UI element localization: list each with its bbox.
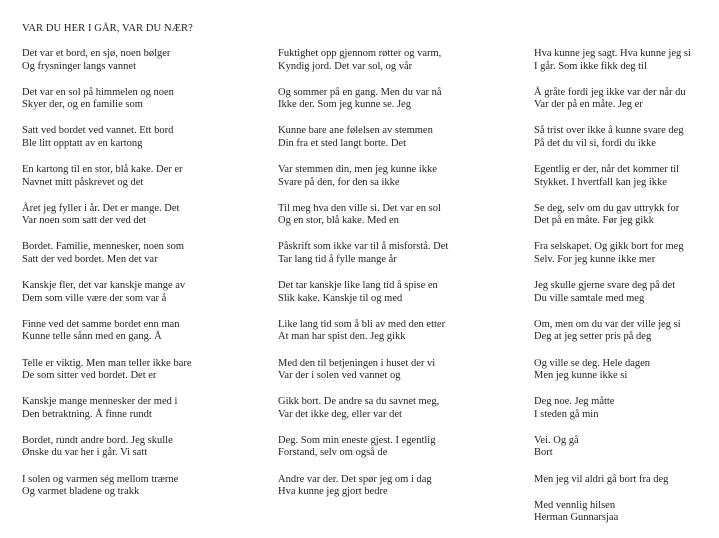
stanza (534, 319, 716, 344)
stanza (278, 164, 508, 189)
poem-line: Bordet, rundt andre bord. Jeg skulle (22, 434, 173, 446)
poem-line: Deg at jeg setter pris på deg (534, 331, 652, 343)
stanza (22, 358, 252, 383)
poem-line: Var det ikke deg, eller var det (278, 408, 402, 420)
poem-line: Var der i solen ved vannet og (278, 370, 401, 382)
poem-line: Det tar kanskje like lang tid å spise en (278, 280, 438, 292)
poem-line: Bordet. Familie, mennesker, noen som (22, 241, 185, 253)
poem-line: Men jeg kunne ikke si (534, 370, 628, 382)
poem-line: Telle er viktig. Men man teller ikke bare (22, 357, 192, 369)
poem-line: Slik kake. Kanskje til og med (278, 292, 403, 304)
poem-line: Påskrift som ikke var til å misforstå. Det (278, 241, 449, 253)
stanza (534, 203, 716, 228)
poem-line: Du ville samtale med meg (534, 292, 645, 304)
poem-line: Stykket. I hvertfall kan jeg ikke (534, 176, 667, 188)
poem-line: Tar lang tid å fylle mange år (278, 254, 397, 266)
poem-column-2 (278, 48, 508, 512)
poem-line: Ble litt opptatt av en kartong (22, 137, 143, 149)
stanza (534, 164, 716, 189)
poem-column-3 (534, 48, 716, 538)
poem-line: Kanskje mange mennesker der med i (22, 396, 178, 408)
stanza (22, 203, 252, 228)
poem-line: Var noen som satt der ved det (22, 215, 147, 227)
poem-line: Og ville se deg. Hele dagen (534, 357, 651, 369)
stanza (22, 125, 252, 150)
poem-line: Like lang tid som å bli av med den etter (278, 318, 446, 330)
poem-line: Svare på den, for den sa ikke (278, 176, 400, 188)
stanza (22, 48, 252, 73)
stanza (22, 164, 252, 189)
poem-line: Bort (534, 447, 553, 459)
poem-line: Og en stor, blå kake. Med en (278, 215, 399, 227)
stanza (22, 241, 252, 266)
poem-line: Satt ved bordet ved vannet. Ett bord (22, 125, 174, 137)
poem-line: Det på en måte. Før jeg gikk (534, 215, 654, 227)
poem-title: VAR DU HER I GÅR, VAR DU NÆR? (22, 23, 193, 34)
poem-line: Var der på en måte. Jeg er (534, 99, 643, 111)
stanza (22, 435, 252, 460)
poem-line: De som sitter ved bordet. Det er (22, 370, 157, 382)
poem-line: Om, men om du var der ville jeg si (534, 318, 681, 330)
poem-line: Selv. For jeg kunne ikke mer (534, 254, 656, 266)
poem-line: Deg noe. Jeg måtte (534, 396, 615, 408)
poem-line: Den betraktning. Å finne rundt (22, 408, 152, 420)
stanza (534, 500, 716, 525)
stanza (278, 474, 508, 499)
poem-line: Kunne bare ane følelsen av stemmen (278, 125, 433, 137)
poem-line: Hva kunne jeg sagt. Hva kunne jeg si (534, 48, 691, 59)
poem-line: Herman Gunnarsjaa (534, 512, 619, 524)
stanza (278, 319, 508, 344)
stanza (278, 125, 508, 150)
stanza (278, 87, 508, 112)
poem-line: Men jeg vil aldri gå bort fra deg (534, 473, 669, 485)
poem-line: Det var en sol på himmelen og noen (22, 86, 174, 98)
stanza (278, 358, 508, 383)
poem-line: Andre var der. Det spør jeg om i dag (278, 473, 432, 485)
poem-line: I solen og varmen ség mellom trærne (22, 473, 179, 485)
poem-line: I går. Som ikke fikk deg til (534, 60, 647, 72)
poem-line: Satt der ved bordet. Men det var (22, 254, 158, 266)
poem-line: Med vennlig hilsen (534, 499, 616, 511)
stanza (534, 396, 716, 421)
stanza (534, 241, 716, 266)
stanza (534, 474, 716, 487)
stanza (534, 87, 716, 112)
poem-line: Se deg, selv om du gav uttrykk for (534, 202, 680, 214)
poem-line: Fuktighet opp gjennom røtter og varm, (278, 48, 442, 59)
stanza (534, 435, 716, 460)
poem-line: Ikke der. Som jeg kunne se. Jeg (278, 99, 411, 111)
poem-line: I steden gå min (534, 408, 599, 420)
poem-line: Til meg hva den ville si. Det var en sol (278, 202, 441, 214)
poem-line: Kunne telle sånn med en gang. Å (22, 331, 162, 343)
poem-line: Ønske du var her i går. Vi satt (22, 447, 148, 459)
poem-line: Forstand, selv om også de (278, 447, 388, 459)
stanza (278, 203, 508, 228)
poem-line: Hva kunne jeg gjort bedre (278, 486, 388, 498)
stanza (22, 87, 252, 112)
stanza (278, 241, 508, 266)
poem-line: At man har spist den. Jeg gikk (278, 331, 406, 343)
stanza (534, 48, 716, 73)
stanza (534, 125, 716, 150)
poem-line: Var stemmen din, men jeg kunne ikke (278, 164, 437, 176)
poem-line: Deg. Som min eneste gjest. I egentlig (278, 434, 436, 446)
poem-line: Vei. Og gå (534, 434, 579, 446)
poem-line: Fra selskapet. Og gikk bort for meg (534, 241, 684, 253)
poem-line: Finne ved det samme bordet enn man (22, 318, 180, 330)
poem-line: Det var et bord, en sjø, noen bølger (22, 48, 171, 59)
poem-line: Kanskje fler, det var kanskje mange av (22, 280, 186, 292)
poem-line: Din fra et sted langt borte. Det (278, 137, 406, 149)
poem-line: Med den til betjeningen i huset der vi (278, 357, 436, 369)
stanza (278, 280, 508, 305)
poem-line: Jeg skulle gjerne svare deg på det (534, 280, 676, 292)
poem-line: Og sommer på en gang. Men du var nå (278, 86, 442, 98)
stanza (22, 474, 252, 499)
stanza (22, 319, 252, 344)
stanza (22, 280, 252, 305)
stanza (278, 435, 508, 460)
poem-line: Og varmet bladene og trakk (22, 486, 140, 498)
poem-column-1 (22, 48, 252, 512)
poem-line: Kyndig jord. Det var sol, og vår (278, 60, 413, 72)
poem-line: Gikk bort. De andre sa du savnet meg, (278, 396, 440, 408)
poem-line: Så trist over ikke å kunne svare deg (534, 125, 684, 137)
poem-line: På det du vil si, fordi du ikke (534, 137, 656, 149)
stanza (534, 280, 716, 305)
stanza (534, 358, 716, 383)
poem-line: Skyer der, og en familie som (22, 99, 143, 111)
stanza (22, 396, 252, 421)
poem-line: Dem som ville være der som var å (22, 292, 167, 304)
poem-line: Å gråte fordi jeg ikke var der når du (534, 86, 686, 98)
poem-line: Året jeg fyller i år. Det er mange. Det (22, 202, 180, 214)
poem-line: Navnet mitt påskrevet og det (22, 176, 144, 188)
poem-line: En kartong til en stor, blå kake. Der er (22, 164, 183, 176)
stanza (278, 396, 508, 421)
poem-line: Og frysninger langs vannet (22, 60, 137, 72)
stanza (278, 48, 508, 73)
poem-line: Egentlig er der, når det kommer til (534, 164, 680, 176)
